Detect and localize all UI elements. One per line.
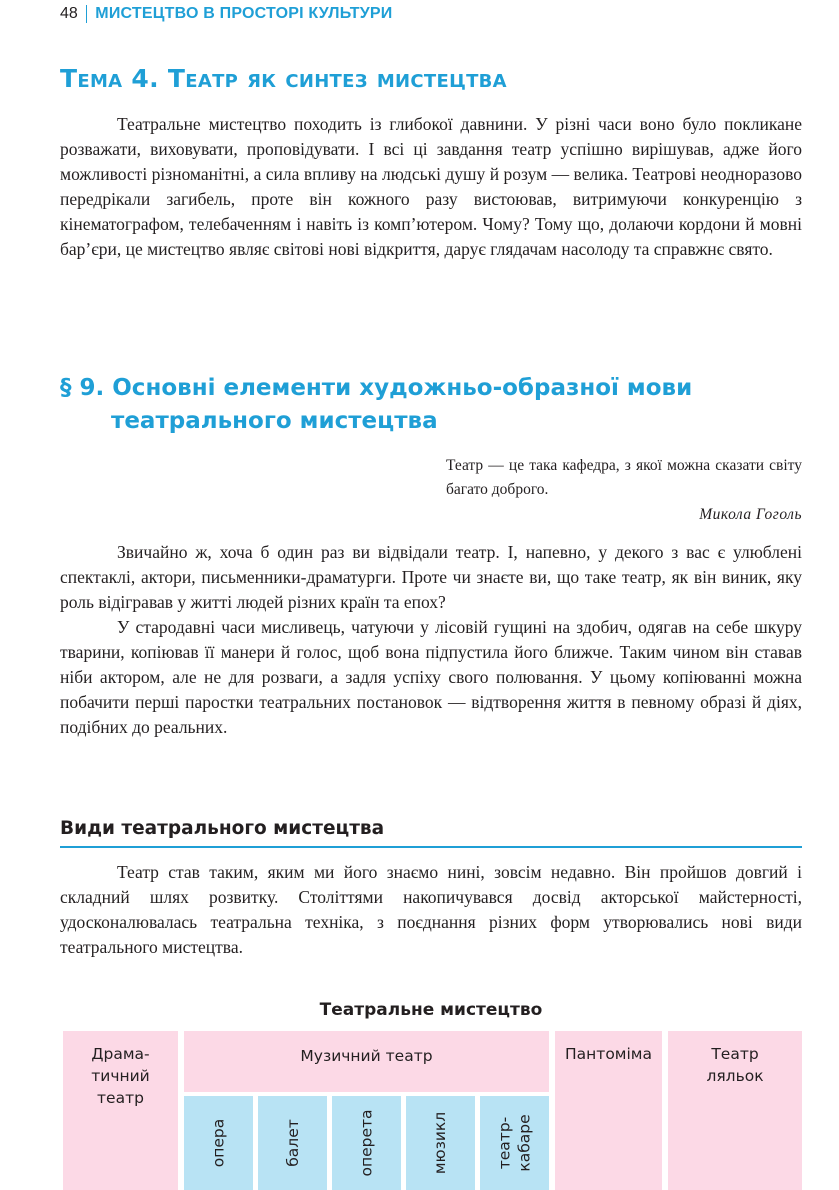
pantomime-cell: Пантоміма bbox=[555, 1031, 662, 1190]
body-paragraph: Звичайно ж, хоча б один раз ви відвідали театр. І, напевно, у декого з вас є улюблені спектаклі, актори, письменники-драматурги. Проте чи знаєте ви, що таке театр, як він виник, яку роль відігравав у житті людей різних країн та епох? bbox=[60, 542, 802, 612]
subsection-title: Види театрального мистецтва bbox=[60, 818, 802, 848]
intro-text bbox=[60, 112, 802, 262]
ballet-cell bbox=[258, 1096, 327, 1190]
cabaret-label: театр- кабаре bbox=[495, 1114, 534, 1172]
musical-label: мюзикл bbox=[431, 1111, 450, 1175]
epigraph-author: Микола Гоголь bbox=[699, 506, 802, 523]
opera-cell bbox=[184, 1096, 253, 1190]
operetta-label: оперета bbox=[357, 1109, 376, 1177]
diagram-title: Театральне мистецтво bbox=[319, 1000, 543, 1020]
epigraph bbox=[446, 454, 802, 527]
page-number: 48 bbox=[60, 5, 78, 22]
opera-label: опера bbox=[209, 1118, 228, 1168]
puppet-theatre-cell: Театр ляльок bbox=[668, 1031, 802, 1190]
ballet-label: балет bbox=[283, 1119, 302, 1167]
running-head bbox=[60, 2, 393, 26]
drama-theatre-cell: Драма- тичний театр bbox=[63, 1031, 178, 1190]
cabaret-cell bbox=[480, 1096, 549, 1190]
header-divider bbox=[86, 5, 88, 23]
running-head-title: МИСТЕЦТВО В ПРОСТОРІ КУЛЬТУРИ bbox=[95, 5, 393, 22]
section-title-line1: § 9. Основні елементи художньо-образної мови bbox=[60, 375, 693, 401]
section-body bbox=[60, 540, 802, 740]
section-title-line2: театрального мистецтва bbox=[111, 408, 438, 434]
theatre-types-diagram bbox=[63, 1031, 802, 1190]
epigraph-text: Театр — це така кафедра, з якої можна сказати світу багато доброго. bbox=[446, 457, 802, 498]
subsection-paragraph: Театр став таким, яким ми його знаємо нині, зовсім недавно. Він пройшов довгий і складний шлях розвитку. Століттями накопичувався досвід акторської майстерності, удосконалювалась театральна техніка, з поєднання різних форм утворювались нові види театрального мистецтва. bbox=[60, 862, 802, 957]
body-paragraph: У стародавні часи мисливець, чатуючи у лісовій гущині на здобич, одягав на себе шкуру тварини, копіював її манери й голос, щоб вона підпустила його ближче. Таким чином він ставав ніби актором, але не для розваги, а задля успіху свого полювання. У цьому копіюванні можна побачити перші паростки театральних постановок — відтворення життя в певному образі й діях, подібних до реальних. bbox=[60, 617, 802, 737]
subsection-body bbox=[60, 860, 802, 960]
intro-paragraph: Театральне мистецтво походить із глибокої давнини. У різні часи воно було покликане розважати, виховувати, проповідувати. І всі ці завдання театр успішно вирішував, адже його можливості різноманітні, а сила впливу на людські душу й розум — велика. Театрові неодноразово передрікали загибель, проте він кожного разу вистоював, витримуючи конкуренцію з кінематографом, телебаченням і навіть із комп’ютером. Чому? Тому що, долаючи кордони й мовні бар’єри, це мистецтво являє світові нові відкриття, дарує глядачам насолоду та справжнє свято. bbox=[60, 114, 802, 259]
music-theatre-cell bbox=[184, 1031, 549, 1092]
music-theatre-label: Музичний театр bbox=[300, 1047, 433, 1065]
section-title bbox=[60, 372, 692, 438]
operetta-cell bbox=[332, 1096, 401, 1190]
theme-title: Тема 4. Театр як синтез мистецтва bbox=[60, 64, 507, 93]
musical-cell bbox=[406, 1096, 475, 1190]
